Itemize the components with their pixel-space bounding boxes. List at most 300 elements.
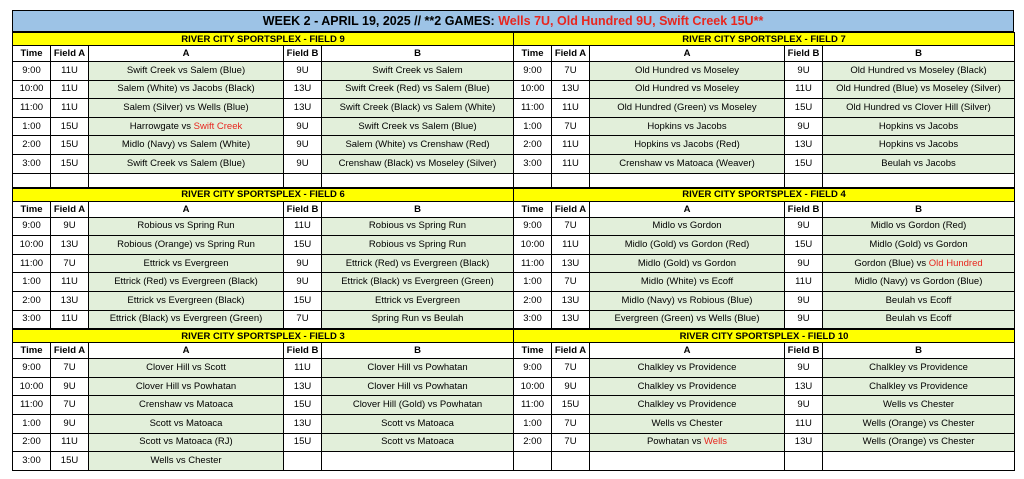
match-b-cell-text: Scott vs Matoaca	[381, 436, 454, 448]
blank-cell	[785, 173, 823, 187]
match-b-cell-text: Chalkley vs Providence	[869, 361, 968, 373]
field-a-cell	[51, 396, 89, 415]
match-b-cell-text: Clover Hill vs Powhatan	[367, 380, 468, 392]
time-cell	[514, 291, 552, 310]
match-b-cell-text: Spring Run vs Beulah	[371, 313, 464, 325]
match-a-cell-text: Swift Creek vs Salem (Blue)	[126, 157, 246, 169]
field-header: RIVER CITY SPORTSPLEX - FIELD 10	[514, 330, 1015, 343]
table-row	[13, 310, 514, 329]
field-b-cell-text: 13U	[794, 139, 813, 151]
match-a-cell-text: Wells vs Chester	[651, 417, 723, 429]
field-a-cell	[552, 154, 590, 173]
match-a-cell	[590, 117, 785, 136]
field-b-cell	[284, 117, 322, 136]
time-cell	[514, 99, 552, 118]
field-b-cell-text: 13U	[794, 380, 813, 392]
field-a-col-header: Field A	[552, 343, 590, 359]
field-b-cell	[785, 117, 823, 136]
field-a-cell-text: 13U	[561, 313, 580, 325]
time-cell	[13, 62, 51, 81]
field-b-cell-text: 15U	[794, 101, 813, 113]
time-cell	[13, 80, 51, 99]
field-b-cell	[785, 452, 823, 471]
table-row	[514, 254, 1015, 273]
time-col-header: Time	[514, 201, 552, 217]
match-b-cell-text: Midlo (Gold) vs Gordon	[869, 238, 968, 250]
field-a-cell-text: 11U	[61, 313, 78, 325]
match-a-cell-text: Chalkley vs Providence	[637, 380, 737, 392]
match-b-cell	[823, 433, 1015, 452]
field-a-cell	[51, 217, 89, 236]
time-cell-text: 1:00	[523, 276, 542, 288]
field-a-col-header: Field A	[51, 343, 89, 359]
match-b-cell-text: Swift Creek vs Salem (Blue)	[358, 120, 477, 132]
field-b-cell	[284, 62, 322, 81]
field-schedule-table	[513, 188, 1015, 330]
match-a-cell-text: Robious (Orange) vs Spring Run	[117, 238, 255, 250]
field-a-cell-text: 7U	[564, 417, 577, 429]
field-a-cell	[552, 236, 590, 255]
match-a-cell-text: Ettrick vs Evergreen	[143, 257, 229, 269]
match-b-cell	[322, 359, 514, 378]
field-header: RIVER CITY SPORTSPLEX - FIELD 9	[13, 33, 514, 46]
time-cell	[514, 452, 552, 471]
time-col-header: Time	[514, 343, 552, 359]
field-b-cell	[785, 273, 823, 292]
table-row	[514, 154, 1015, 173]
field-pair	[12, 32, 1014, 188]
field-a-col-header: Field A	[51, 201, 89, 217]
time-cell-text: 9:00	[523, 64, 542, 76]
field-b-cell	[284, 396, 322, 415]
time-cell-text: 10:00	[19, 380, 44, 392]
match-a-cell-text: Wells vs Chester	[150, 454, 222, 466]
match-b-cell-text: Old Hundred vs Clover Hill (Silver)	[846, 101, 991, 113]
time-cell-text: 10:00	[520, 380, 545, 392]
field-a-cell	[552, 396, 590, 415]
match-a-cell-text: Salem (White) vs Jacobs (Black)	[117, 83, 255, 95]
time-cell-text: 1:00	[22, 120, 41, 132]
field-a-cell-text: 7U	[564, 120, 577, 132]
time-col-header: Time	[514, 46, 552, 62]
match-b-cell	[823, 154, 1015, 173]
schedule-grid	[12, 32, 1014, 471]
match-b-cell-text: Robious vs Spring Run	[368, 238, 467, 250]
field-a-cell-text: 11U	[562, 157, 579, 169]
field-a-cell-text: 13U	[561, 294, 580, 306]
field-b-cell-text: 15U	[293, 399, 312, 411]
blank-cell	[823, 173, 1015, 187]
match-b-cell	[823, 217, 1015, 236]
blank-cell	[284, 173, 322, 187]
field-a-cell	[552, 254, 590, 273]
match-b-cell-text: Hopkins vs Jacobs	[878, 139, 959, 151]
match-a-cell-text: Midlo (Gold) vs Gordon (Red)	[624, 238, 750, 250]
match-b-cell-text: Beulah vs Jacobs	[881, 157, 956, 169]
match-b-cell-text: Salem (White) vs Crenshaw (Red)	[345, 139, 490, 151]
field-b-cell	[785, 236, 823, 255]
field-b-cell-text: 9U	[296, 120, 309, 132]
field-b-col-header: Field B	[785, 46, 823, 62]
field-a-cell-text: 7U	[564, 220, 577, 232]
match-b-cell-text: Ettrick vs Evergreen	[375, 294, 460, 306]
match-a-cell-text: Ettrick vs Evergreen (Black)	[127, 294, 245, 306]
field-a-cell-text: 15U	[60, 454, 79, 466]
time-cell	[514, 414, 552, 433]
time-cell	[13, 433, 51, 452]
field-a-cell-text: 13U	[60, 238, 79, 250]
match-a-cell-text: Scott vs Matoaca	[149, 417, 223, 429]
field-a-cell-text: 15U	[60, 139, 79, 151]
table-row	[514, 236, 1015, 255]
time-cell-text: 9:00	[22, 64, 41, 76]
match-b-cell-text: Hopkins vs Jacobs	[878, 120, 959, 132]
field-a-cell	[552, 377, 590, 396]
match-b-cell	[823, 117, 1015, 136]
time-col-header: Time	[13, 201, 51, 217]
field-a-cell-text: 13U	[60, 294, 79, 306]
field-a-cell	[51, 62, 89, 81]
a-col-header: A	[89, 343, 284, 359]
match-a-cell-text: Ettrick (Black) vs Evergreen (Green)	[109, 313, 263, 325]
field-b-cell-text: 9U	[797, 294, 810, 306]
match-b-cell	[322, 452, 514, 471]
field-a-cell-text: 7U	[564, 436, 577, 448]
field-b-cell-text: 11U	[795, 417, 812, 429]
table-row	[514, 433, 1015, 452]
time-cell-text: 2:00	[523, 294, 542, 306]
match-a-cell-text: Hopkins vs Jacobs	[647, 120, 727, 132]
match-a-cell-text: Ettrick (Red) vs Evergreen (Black)	[114, 276, 258, 288]
field-b-cell	[785, 217, 823, 236]
time-cell	[13, 310, 51, 329]
a-col-header: A	[89, 46, 284, 62]
table-row	[514, 217, 1015, 236]
match-b-cell	[823, 62, 1015, 81]
field-a-cell	[51, 254, 89, 273]
field-b-cell-text: 9U	[797, 361, 810, 373]
table-row	[13, 117, 514, 136]
field-b-cell	[785, 396, 823, 415]
field-a-cell	[51, 136, 89, 155]
time-cell-text: 10:00	[520, 238, 545, 250]
a-col-header: A	[590, 343, 785, 359]
time-cell	[514, 359, 552, 378]
match-b-cell	[322, 154, 514, 173]
time-cell-text: 3:00	[523, 313, 542, 325]
match-a-cell-text: Old Hundred (Green) vs Moseley	[617, 101, 757, 113]
time-cell	[13, 136, 51, 155]
time-cell	[514, 117, 552, 136]
field-b-cell	[284, 273, 322, 292]
field-schedule-table	[12, 188, 514, 330]
match-a-cell	[89, 310, 284, 329]
time-cell	[13, 396, 51, 415]
match-b-cell	[823, 273, 1015, 292]
field-b-cell-text: 9U	[797, 220, 810, 232]
match-a-cell-text: Midlo vs Gordon	[652, 220, 722, 232]
field-b-cell	[785, 310, 823, 329]
table-row	[13, 359, 514, 378]
match-b-cell-text: Beulah vs Ecoff	[885, 294, 952, 306]
match-b-cell-text: Robious vs Spring Run	[368, 220, 467, 232]
field-a-col-header: Field A	[552, 46, 590, 62]
table-row	[514, 452, 1015, 471]
field-a-cell	[552, 217, 590, 236]
time-cell-text: 9:00	[523, 361, 542, 373]
table-row	[514, 310, 1015, 329]
match-b-cell	[823, 291, 1015, 310]
table-row	[13, 99, 514, 118]
time-cell	[514, 377, 552, 396]
time-cell-text: 11:00	[19, 399, 44, 411]
field-schedule-table	[12, 32, 514, 188]
field-a-cell	[51, 433, 89, 452]
match-a-cell	[89, 99, 284, 118]
time-cell-text: 9:00	[22, 361, 41, 373]
field-a-cell	[51, 310, 89, 329]
time-cell	[514, 273, 552, 292]
match-b-cell	[823, 377, 1015, 396]
match-b-cell	[322, 414, 514, 433]
time-cell-text: 10:00	[520, 83, 545, 95]
field-b-cell-text: 15U	[794, 238, 813, 250]
field-b-cell-text: 11U	[294, 361, 311, 373]
match-b-cell-text: Wells (Orange) vs Chester	[862, 436, 975, 448]
field-b-cell-text: 15U	[794, 157, 813, 169]
field-b-cell	[785, 254, 823, 273]
field-b-cell	[785, 136, 823, 155]
field-b-cell-text: 13U	[293, 380, 312, 392]
time-cell-text: 2:00	[22, 139, 41, 151]
time-cell-text: 3:00	[22, 454, 41, 466]
match-b-cell	[322, 396, 514, 415]
match-a-cell-text: Old Hundred vs Moseley	[634, 64, 740, 76]
match-b-cell-text: Wells (Orange) vs Chester	[862, 417, 975, 429]
field-b-cell-text: 15U	[293, 436, 312, 448]
table-row	[13, 377, 514, 396]
field-b-cell-text: 9U	[296, 257, 309, 269]
field-a-cell-text: 11U	[61, 436, 78, 448]
time-cell	[13, 273, 51, 292]
match-a-cell	[89, 236, 284, 255]
match-b-cell-text: Wells vs Chester	[882, 399, 955, 411]
field-b-cell-text: 9U	[797, 120, 810, 132]
table-row	[13, 414, 514, 433]
match-a-cell	[590, 359, 785, 378]
match-b-cell	[322, 236, 514, 255]
match-b-cell	[823, 359, 1015, 378]
match-b-cell	[322, 310, 514, 329]
match-a-cell	[590, 62, 785, 81]
field-b-cell	[785, 62, 823, 81]
match-a-cell	[590, 377, 785, 396]
match-a-cell	[89, 254, 284, 273]
field-pair	[12, 188, 1014, 330]
b-col-header: B	[823, 46, 1015, 62]
match-a-cell	[590, 154, 785, 173]
field-block	[513, 32, 1014, 188]
title-highlight: Wells 7U, Old Hundred 9U, Swift Creek 15U	[498, 14, 754, 28]
blank-cell	[13, 173, 51, 187]
time-cell	[514, 396, 552, 415]
field-b-cell-text: 9U	[296, 139, 309, 151]
field-a-cell-text: 9U	[63, 380, 76, 392]
blank-cell	[51, 173, 89, 187]
match-b-cell	[322, 80, 514, 99]
match-a-cell-text: Swift Creek vs Salem (Blue)	[126, 64, 246, 76]
time-cell-text: 3:00	[523, 157, 542, 169]
field-b-cell	[284, 359, 322, 378]
time-cell	[13, 452, 51, 471]
time-cell	[514, 310, 552, 329]
match-a-cell	[590, 452, 785, 471]
match-b-cell-text: Clover Hill (Gold) vs Powhatan	[352, 399, 483, 411]
time-cell-text: 11:00	[520, 257, 545, 269]
match-b-cell-text: Crenshaw (Black) vs Moseley (Silver)	[338, 157, 497, 169]
match-a-cell	[590, 136, 785, 155]
field-header: RIVER CITY SPORTSPLEX - FIELD 4	[514, 188, 1015, 201]
field-a-cell-text: 9U	[63, 417, 76, 429]
blank-cell	[89, 173, 284, 187]
field-b-cell	[785, 414, 823, 433]
field-block	[12, 329, 513, 471]
match-b-cell-text: Old Hundred vs Moseley (Black)	[850, 64, 987, 76]
match-a-cell	[590, 310, 785, 329]
time-cell	[13, 291, 51, 310]
field-b-cell	[785, 359, 823, 378]
time-cell	[514, 254, 552, 273]
time-cell-text: 2:00	[523, 139, 542, 151]
match-a-cell-text: Crenshaw vs Matoaca (Weaver)	[619, 157, 755, 169]
field-a-cell	[552, 136, 590, 155]
match-b-cell-text: Scott vs Matoaca	[381, 417, 454, 429]
field-block	[513, 329, 1014, 471]
field-b-cell-text: 7U	[296, 313, 309, 325]
field-a-cell-text: 11U	[61, 276, 78, 288]
match-a-cell	[89, 359, 284, 378]
field-b-cell	[785, 433, 823, 452]
field-a-cell	[552, 433, 590, 452]
match-a-cell	[89, 433, 284, 452]
field-b-cell	[284, 433, 322, 452]
time-cell	[13, 99, 51, 118]
field-a-cell-text: 11U	[562, 101, 579, 113]
field-b-cell-text: 9U	[296, 276, 309, 288]
table-row	[13, 433, 514, 452]
field-a-cell	[51, 414, 89, 433]
field-b-cell-text: 13U	[293, 101, 312, 113]
field-a-cell-text: 11U	[562, 139, 579, 151]
blank-cell	[590, 173, 785, 187]
blank-cell	[552, 173, 590, 187]
time-cell	[514, 154, 552, 173]
field-b-cell-text: 9U	[296, 64, 309, 76]
field-b-cell-text: 11U	[795, 276, 812, 288]
a-col-header: A	[89, 201, 284, 217]
field-b-cell	[284, 254, 322, 273]
field-block	[12, 188, 513, 330]
field-a-cell-text: 7U	[564, 276, 577, 288]
match-a-cell-text: Crenshaw vs Matoaca	[139, 399, 233, 411]
table-row	[514, 273, 1015, 292]
match-a-cell-text: Salem (Silver) vs Wells (Blue)	[123, 101, 249, 113]
match-a-cell-text: Scott vs Matoaca (RJ)	[139, 436, 233, 448]
field-a-cell	[552, 117, 590, 136]
field-a-cell-text: 7U	[63, 399, 76, 411]
blank-row	[13, 173, 514, 187]
table-row	[13, 62, 514, 81]
match-b-cell	[823, 99, 1015, 118]
match-a-cell-text: Midlo (White) vs Ecoff	[640, 276, 734, 288]
a-col-header: A	[590, 201, 785, 217]
field-header: RIVER CITY SPORTSPLEX - FIELD 7	[514, 33, 1015, 46]
match-b-cell-text: Old Hundred (Blue) vs Moseley (Silver)	[836, 83, 1001, 95]
b-col-header: B	[823, 201, 1015, 217]
match-b-cell-text: Swift Creek (Black) vs Salem (White)	[339, 101, 496, 113]
match-a-cell-text: Chalkley vs Providence	[637, 361, 737, 373]
highlighted-team: Old Hundred	[928, 257, 983, 269]
time-cell-text: 9:00	[22, 220, 41, 232]
field-b-cell	[284, 291, 322, 310]
field-a-cell	[552, 80, 590, 99]
table-row	[514, 62, 1015, 81]
table-row	[13, 236, 514, 255]
field-a-cell	[51, 359, 89, 378]
field-b-cell-text: 9U	[797, 399, 810, 411]
field-a-cell	[552, 310, 590, 329]
time-cell	[13, 154, 51, 173]
field-b-cell	[284, 377, 322, 396]
field-b-cell	[284, 310, 322, 329]
b-col-header: B	[322, 343, 514, 359]
time-cell-text: 1:00	[22, 417, 41, 429]
blank-cell	[514, 173, 552, 187]
field-b-cell-text: 9U	[797, 64, 810, 76]
match-b-cell	[322, 217, 514, 236]
time-col-header: Time	[13, 343, 51, 359]
time-cell	[514, 62, 552, 81]
match-a-cell	[590, 433, 785, 452]
table-row	[13, 136, 514, 155]
time-cell-text: 11:00	[19, 101, 44, 113]
field-b-cell-text: 15U	[293, 294, 312, 306]
time-cell-text: 9:00	[523, 220, 542, 232]
table-row	[514, 117, 1015, 136]
match-a-cell-text: Clover Hill vs Scott	[146, 361, 226, 373]
time-cell-text: 1:00	[523, 120, 542, 132]
field-a-cell	[552, 62, 590, 81]
match-b-cell	[322, 377, 514, 396]
field-b-cell	[284, 80, 322, 99]
field-a-cell	[552, 414, 590, 433]
time-cell	[514, 236, 552, 255]
match-a-cell	[590, 396, 785, 415]
field-a-cell	[51, 273, 89, 292]
match-b-cell-text: Swift Creek vs Salem	[372, 64, 463, 76]
table-row	[514, 359, 1015, 378]
match-a-cell	[89, 117, 284, 136]
match-a-cell	[89, 273, 284, 292]
match-b-cell	[322, 117, 514, 136]
field-b-cell	[785, 291, 823, 310]
match-a-cell	[89, 291, 284, 310]
highlighted-team: Swift Creek	[193, 120, 243, 132]
match-a-cell	[590, 273, 785, 292]
match-a-cell	[590, 99, 785, 118]
table-row	[13, 291, 514, 310]
time-cell	[13, 414, 51, 433]
